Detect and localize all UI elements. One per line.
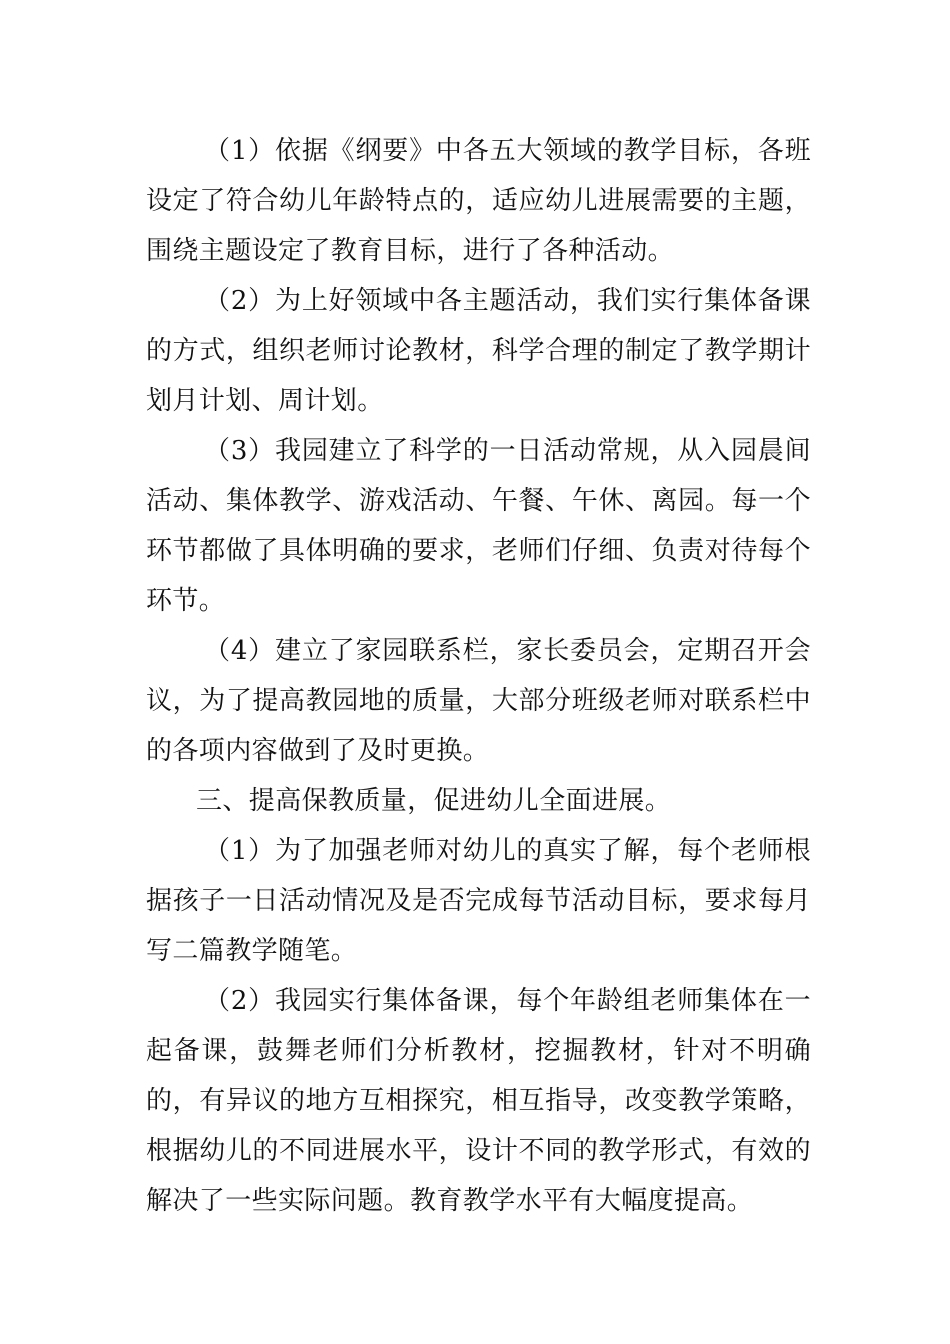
paragraph-item-4: （4）建立了家园联系栏，家长委员会，定期召开会议，为了提高教园地的质量，大部分班级老师对联系栏中的各项内容做到了及时更换。 — [146, 636, 811, 766]
paragraph-item-6: （2）我园实行集体备课，每个年龄组老师集体在一起备课，鼓舞老师们分析教材，挖掘教材，针对不明确的，有异议的地方互相探究，相互指导，改变教学策略，根据幼儿的不同进展水平，设计不同的教学形式，有效的解决了一些实际问题。教育教学水平有大幅度提高。 — [146, 986, 811, 1216]
paragraph-item-5: （1）为了加强老师对幼儿的真实了解，每个老师根据孩子一日活动情况及是否完成每节活动目标，要求每月写二篇教学随笔。 — [146, 836, 811, 966]
document-body — [146, 126, 811, 1226]
paragraph-item-3: （3）我园建立了科学的一日活动常规，从入园晨间活动、集体教学、游戏活动、午餐、午休、离园。每一个环节都做了具体明确的要求，老师们仔细、负责对待每个环节。 — [146, 436, 811, 616]
section-heading: 三、提高保教质量，促进幼儿全面进展。 — [196, 786, 672, 816]
paragraph-item-1: （1）依据《纲要》中各五大领域的教学目标，各班设定了符合幼儿年龄特点的，适应幼儿进展需要的主题，围绕主题设定了教育目标，进行了各种活动。 — [146, 136, 811, 266]
paragraph-item-2: （2）为上好领域中各主题活动，我们实行集体备课的方式，组织老师讨论教材，科学合理的制定了教学期计划月计划、周计划。 — [146, 286, 811, 416]
